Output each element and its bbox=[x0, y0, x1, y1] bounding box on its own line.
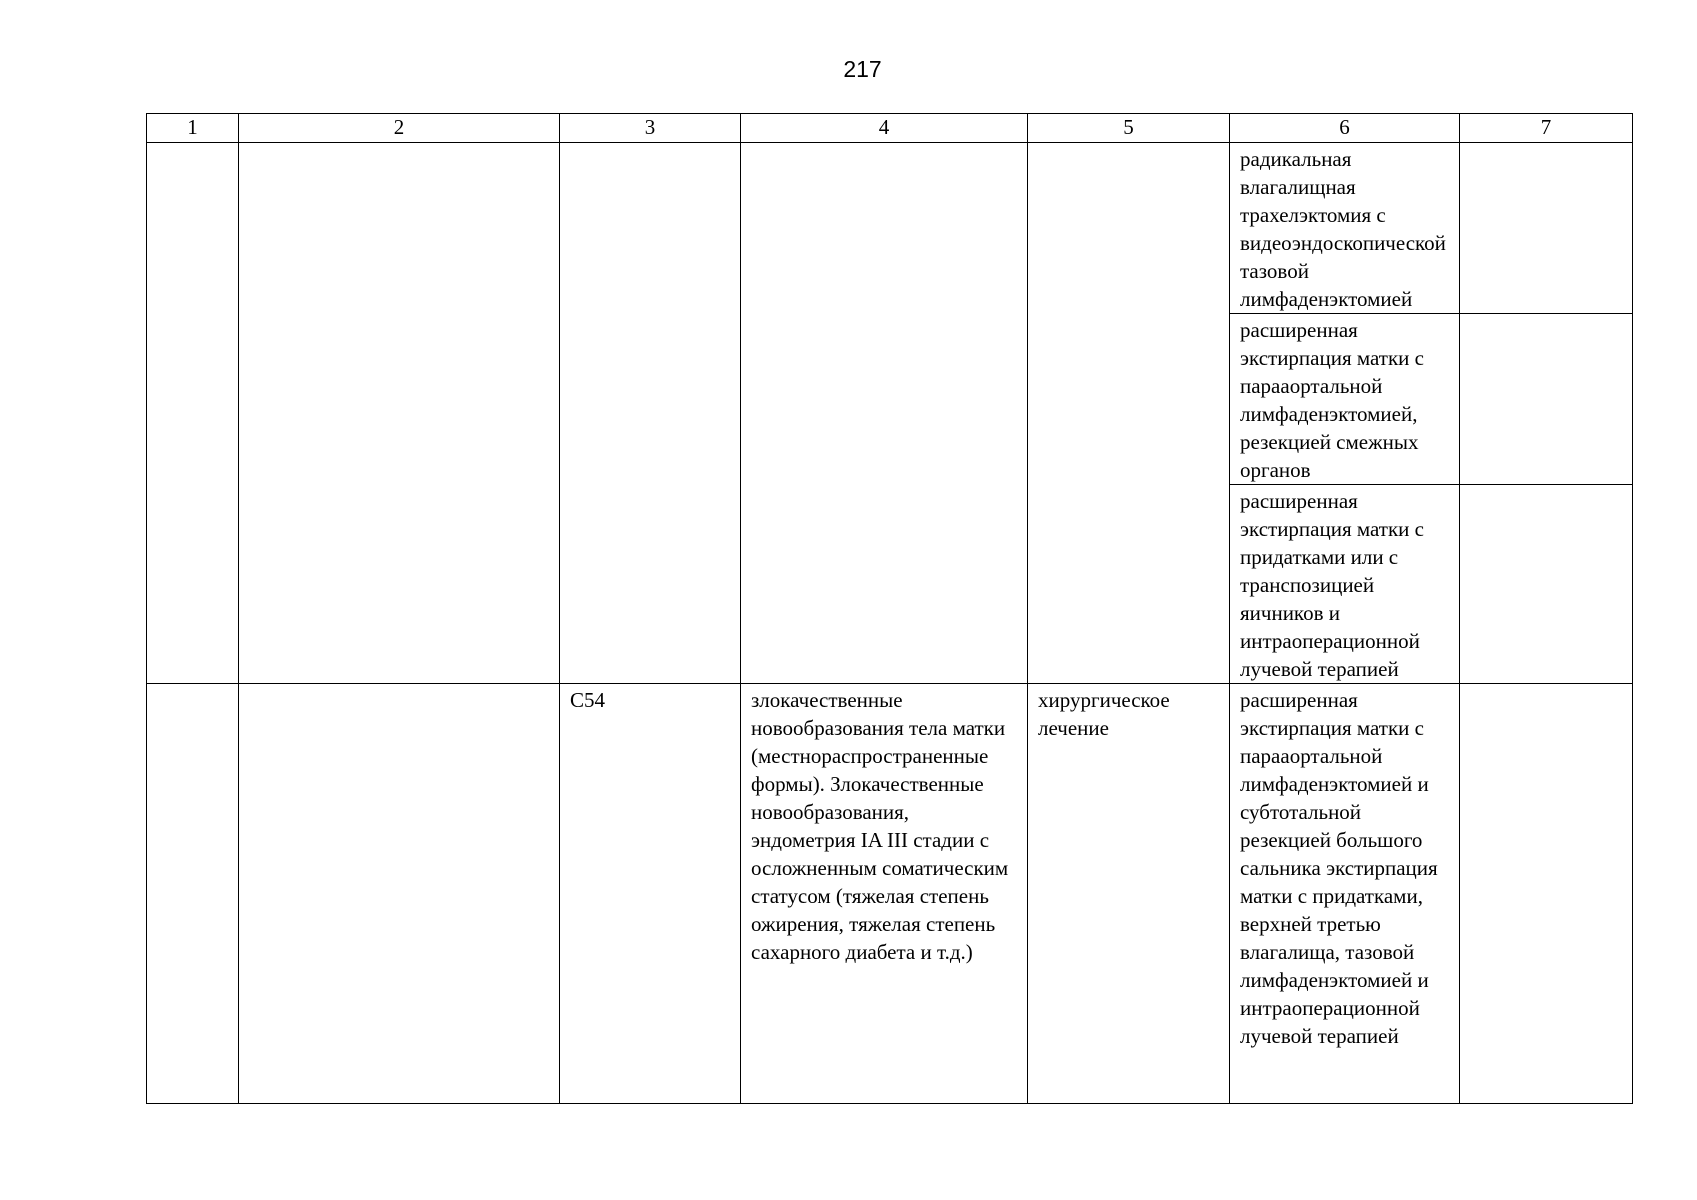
table-row bbox=[147, 684, 1633, 1104]
header-cell-7: 7 bbox=[1460, 114, 1633, 143]
table-row bbox=[147, 143, 1633, 314]
cell-col7-empty bbox=[1460, 485, 1633, 684]
cell-treatment-empty bbox=[1028, 143, 1230, 684]
cell-code-empty bbox=[560, 143, 741, 684]
cell-col2-empty bbox=[239, 143, 560, 684]
cell-col2-empty bbox=[239, 684, 560, 1104]
cell-code: C54 bbox=[560, 684, 741, 1104]
cell-col7-empty bbox=[1460, 684, 1633, 1104]
cell-method: расширенная экстирпация матки с парааортальной лимфаденэктомией и субтотальной резекцией большого сальника экстирпация матки с придатками, верхней третью влагалища, тазовой лимфаденэктомией и интраоперационной лучевой терапией bbox=[1230, 684, 1460, 1104]
cell-diagnosis: злокачественные новообразования тела матки (местнораспространенные формы). Злокачественные новообразования, эндометрия IA III стадии с осложненным соматическим статусом (тяжелая степень ожирения, тяжелая степень сахарного диабета и т.д.) bbox=[741, 684, 1028, 1104]
header-cell-5: 5 bbox=[1028, 114, 1230, 143]
cell-col1-empty bbox=[147, 684, 239, 1104]
header-cell-6: 6 bbox=[1230, 114, 1460, 143]
cell-treatment: хирургическое лечение bbox=[1028, 684, 1230, 1104]
header-row bbox=[147, 114, 1633, 143]
cell-col7-empty bbox=[1460, 143, 1633, 314]
cell-col7-empty bbox=[1460, 314, 1633, 485]
header-cell-1: 1 bbox=[147, 114, 239, 143]
cell-diagnosis-empty bbox=[741, 143, 1028, 684]
data-table bbox=[146, 113, 1633, 1104]
page-number: 217 bbox=[843, 56, 882, 82]
cell-col1-empty bbox=[147, 143, 239, 684]
header-cell-4: 4 bbox=[741, 114, 1028, 143]
header-cell-2: 2 bbox=[239, 114, 560, 143]
cell-method: радикальная влагалищная трахелэктомия с видеоэндоскопической тазовой лимфаденэктомией bbox=[1230, 143, 1460, 314]
cell-method: расширенная экстирпация матки с парааортальной лимфаденэктомией, резекцией смежных органов bbox=[1230, 314, 1460, 485]
cell-method: расширенная экстирпация матки с придатками или с транспозицией яичников и интраоперационной лучевой терапией bbox=[1230, 485, 1460, 684]
header-cell-3: 3 bbox=[560, 114, 741, 143]
